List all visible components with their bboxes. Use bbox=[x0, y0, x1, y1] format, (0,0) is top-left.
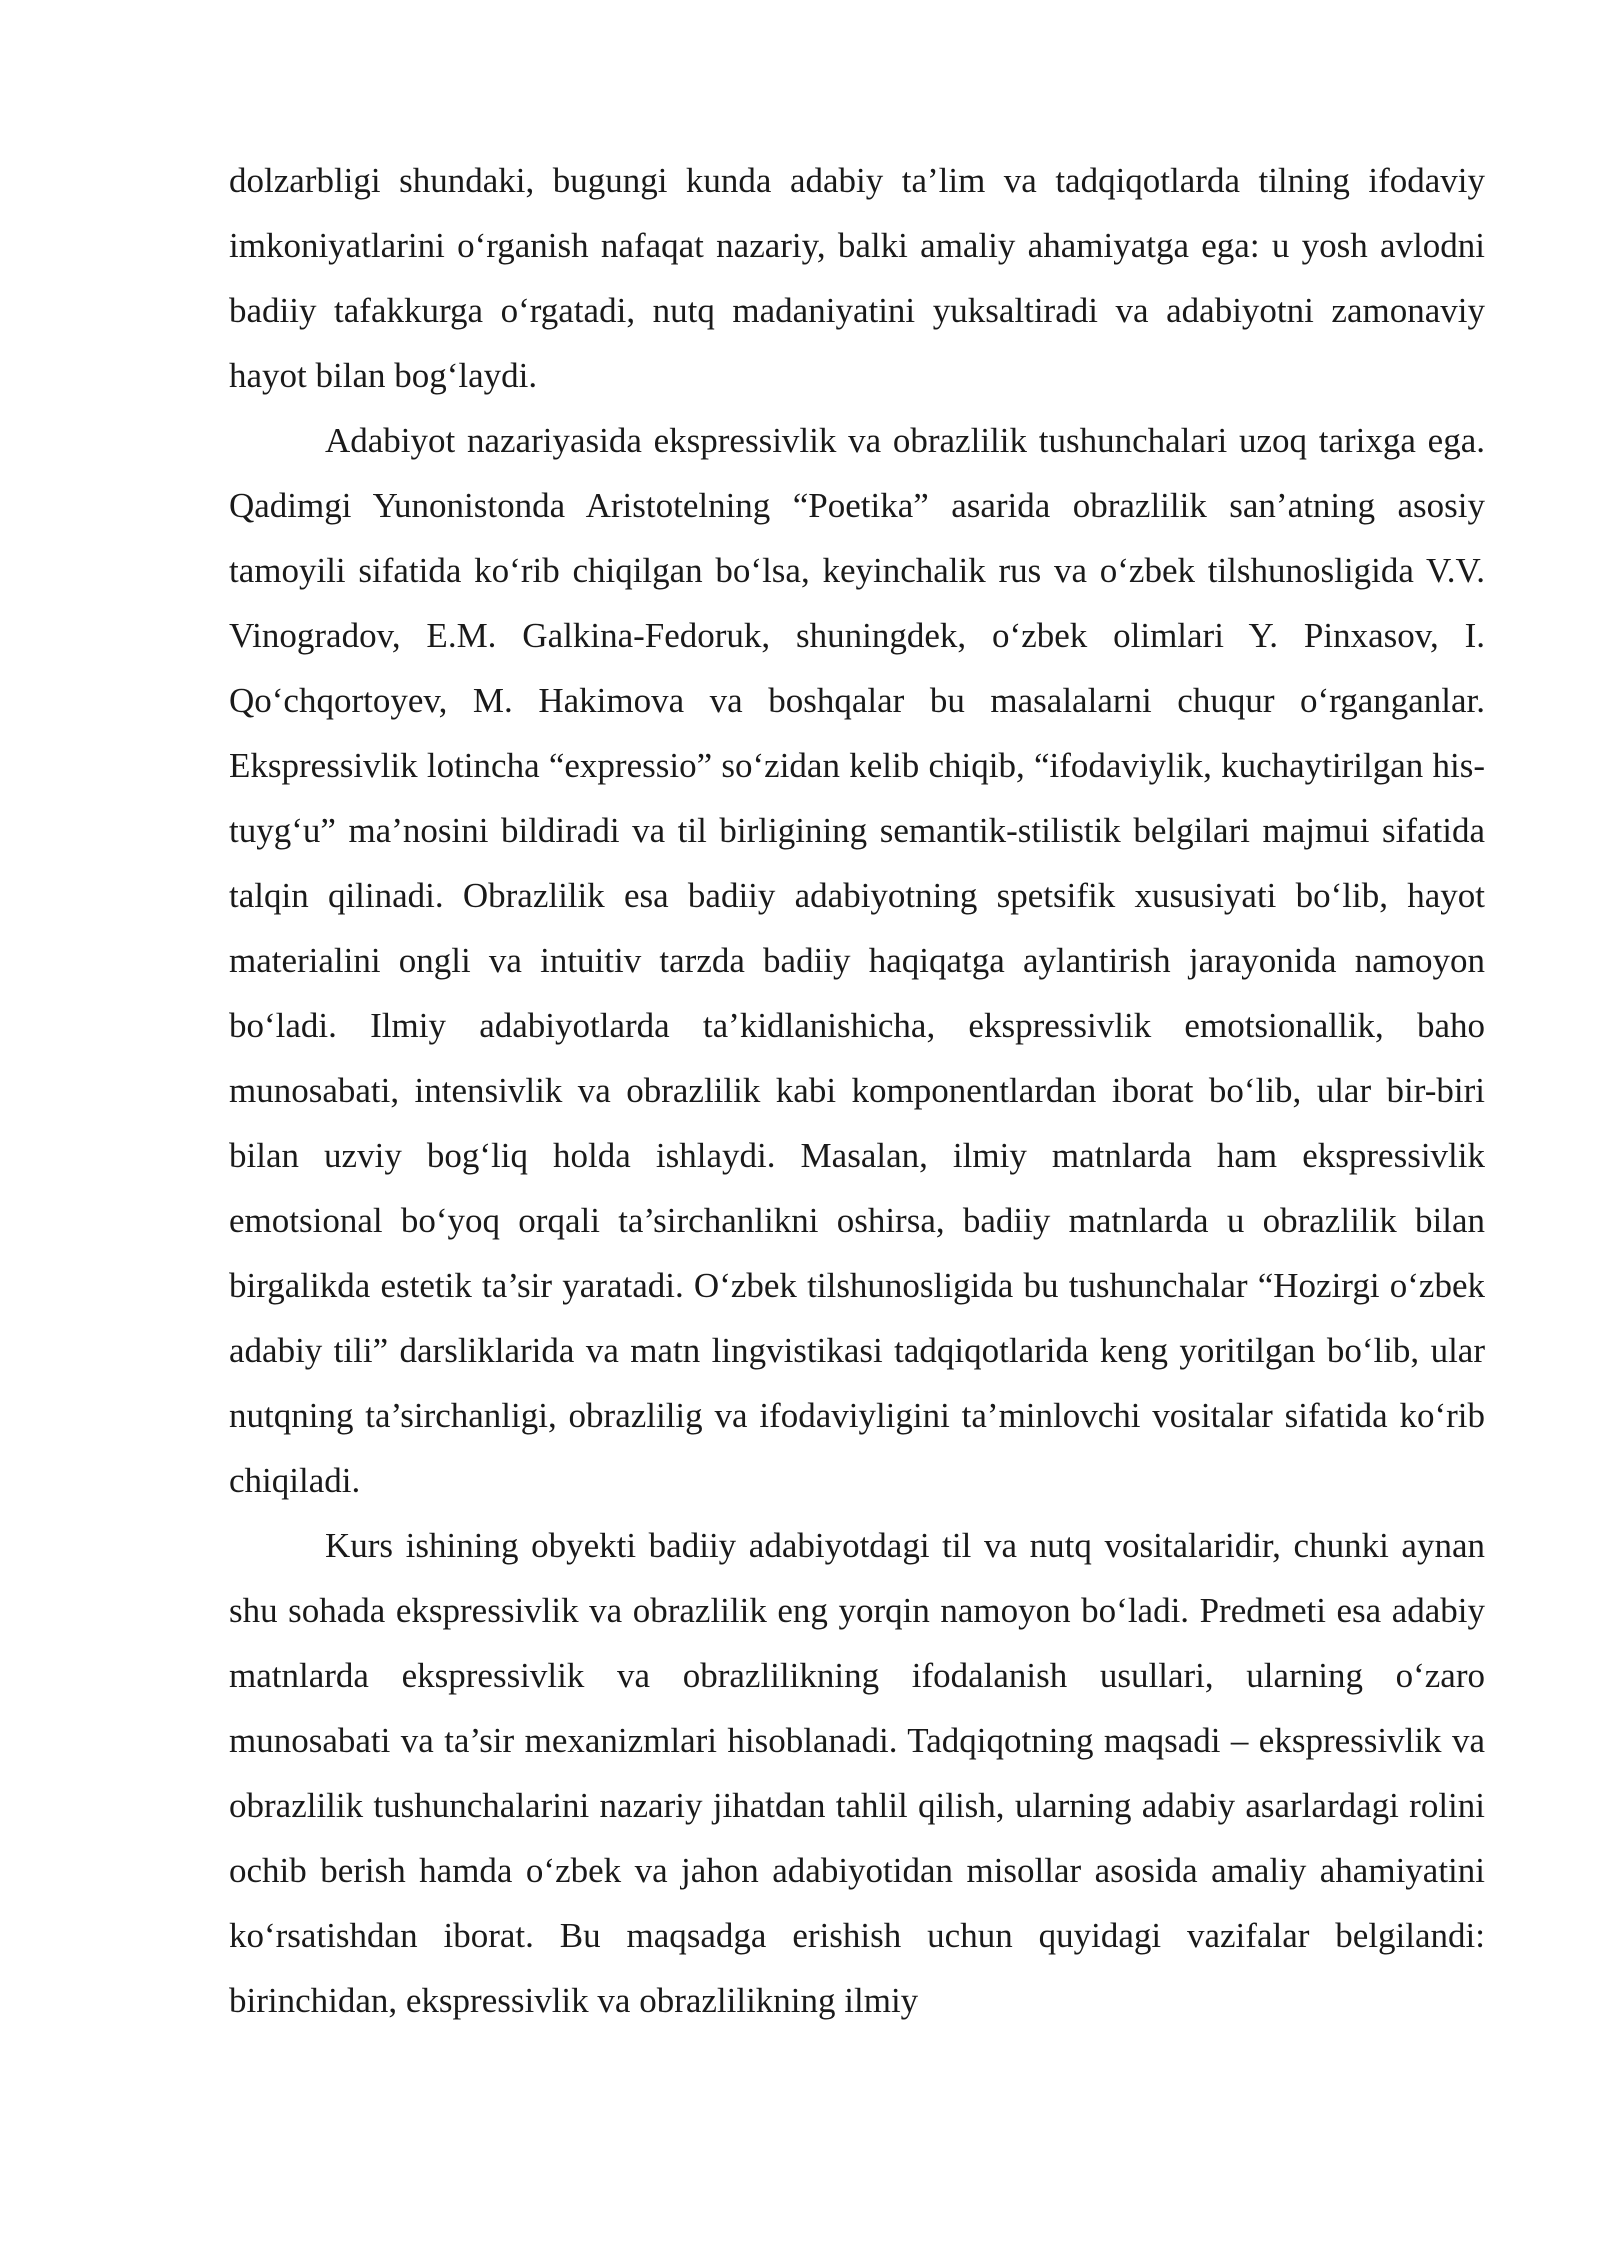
paragraph-theory-history: Adabiyot nazariyasida ekspressivlik va obrazlilik tushunchalari uzoq tarixga ega. Qadimgi Yunonistonda Aristotelning “Poetika” asarida obrazlilik san’atning asosiy tamoyili sifatida ko‘rib chiqilgan bo‘lsa, keyinchalik rus va o‘zbek tilshunosligida V.V. Vinogradov, E.M. Galkina-Fedoruk, shuningdek, o‘zbek olimlari Y. Pinxasov, I. Qo‘chqortoyev, M. Hakimova va boshqalar bu masalalarni chuqur o‘rganganlar. Ekspressivlik lotincha “expressio” so‘zidan kelib chiqib, “ifodaviylik, kuchaytirilgan his-tuyg‘u” ma’nosini bildiradi va til birligining semantik-stilistik belgilari majmui sifatida talqin qilinadi. Obrazlilik esa badiiy adabiyotning spetsifik xususiyati bo‘lib, hayot materialini ongli va intuitiv tarzda badiiy haqiqatga aylantirish jarayonida namoyon bo‘ladi. Ilmiy adabiyotlarda ta’kidlanishicha, ekspressivlik emotsionallik, baho munosabati, intensivlik va obrazlilik kabi komponentlardan iborat bo‘lib, ular bir-biri bilan uzviy bog‘liq holda ishlaydi. Masalan, ilmiy matnlarda ham ekspressivlik emotsional bo‘yoq orqali ta’sirchanlikni oshirsa, badiiy matnlarda u obrazlilik bilan birgalikda estetik ta’sir yaratadi. O‘zbek tilshunosligida bu tushunchalar “Hozirgi o‘zbek adabiy tili” darsliklarida va matn lingvistikasi tadqiqotlarida keng yoritilgan bo‘lib, ular nutqning ta’sirchanligi, obrazlilig va ifodaviyligini ta’minlovchi vositalar sifatida ko‘rib chiqiladi. bbox=[229, 421, 1485, 1500]
paragraph-object-subject-aim: Kurs ishining obyekti badiiy adabiyotdagi til va nutq vositalaridir, chunki aynan shu sohada ekspressivlik va obrazlilik eng yorqin namoyon bo‘ladi. Predmeti esa adabiy matnlarda ekspressivlik va obrazlilikning ifodalanish usullari, ularning o‘zaro munosabati va ta’sir mexanizmlari hisoblanadi. Tadqiqotning maqsadi – ekspressivlik va obrazlilik tushunchalarini nazariy jihatdan tahlil qilish, ularning adabiy asarlardagi rolini ochib berish hamda o‘zbek va jahon adabiyotidan misollar asosida amaliy ahamiyatini ko‘rsatishdan iborat. Bu maqsadga erishish uchun quyidagi vazifalar belgilandi: birinchidan, ekspressivlik va obrazlilikning ilmiy bbox=[229, 1526, 1485, 2020]
paragraph-continuation: dolzarbligi shundaki, bugungi kunda adabiy ta’lim va tadqiqotlarda tilning ifodaviy imkoniyatlarini o‘rganish nafaqat nazariy, balki amaliy ahamiyatga ega: u yosh avlodni badiiy tafakkurga o‘rgatadi, nutq madaniyatini yuksaltiradi va adabiyotni zamonaviy hayot bilan bog‘laydi. bbox=[229, 161, 1485, 395]
body-text bbox=[229, 148, 1485, 2033]
